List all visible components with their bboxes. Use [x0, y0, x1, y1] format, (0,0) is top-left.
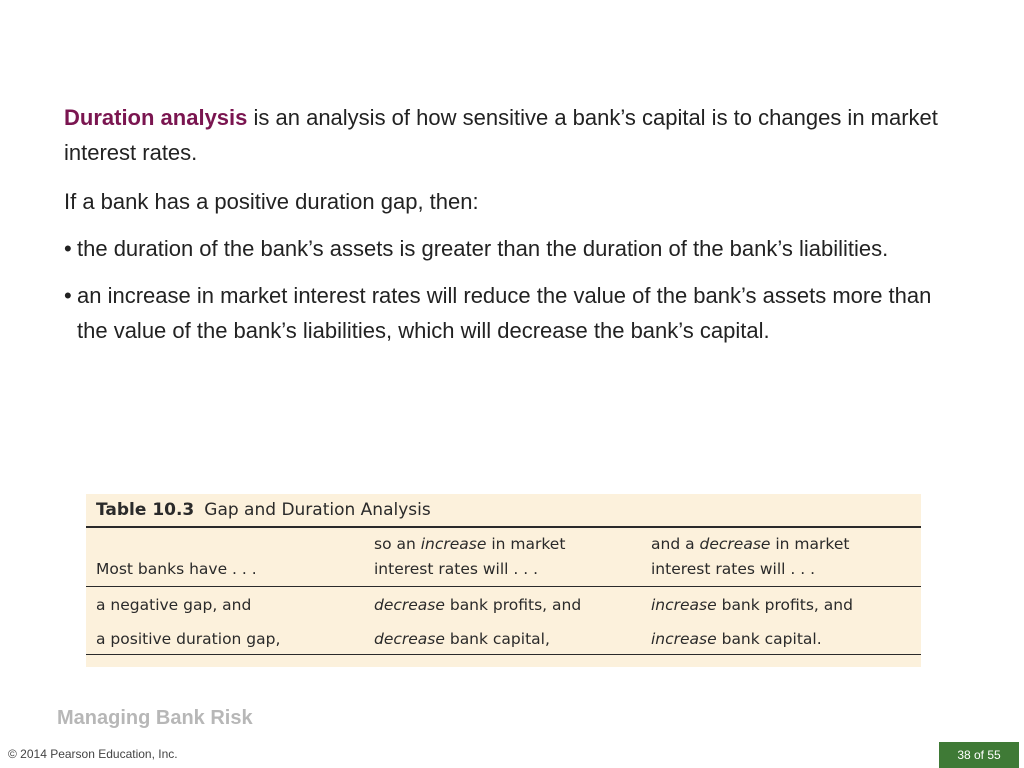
bullet-text: an increase in market interest rates will reduce the value of the bank’s assets more than the value of the bank’s liabilities, which will decrease the bank’s capital.: [77, 283, 932, 343]
intro-paragraph: [64, 100, 964, 170]
column-header-decrease: [651, 532, 849, 556]
table-caption: [96, 498, 431, 522]
cell-emphasis: increase: [651, 596, 717, 614]
header-text: in market: [486, 535, 566, 553]
table-cell: a positive duration gap,: [96, 630, 281, 648]
table-number: Table 10.3: [96, 500, 195, 520]
cell-emphasis: increase: [651, 630, 717, 648]
table-header-rule: [86, 586, 921, 587]
column-header-increase: [374, 532, 565, 556]
condition-text: If a bank has a positive duration gap, then:: [64, 189, 479, 214]
header-emphasis: decrease: [699, 535, 771, 553]
cell-emphasis: decrease: [374, 630, 445, 648]
definition-text: is an analysis of how sensitive a bank’s capital is to changes in market interest rates.: [64, 105, 938, 165]
key-term: Duration analysis: [64, 105, 248, 130]
bullet-marker: •: [64, 236, 72, 261]
column-header-banks: Most banks have . . .: [96, 560, 257, 578]
table-bottom-rule: [86, 654, 921, 655]
table-cell: a negative gap, and: [96, 596, 252, 614]
table-title: Gap and Duration Analysis: [204, 500, 431, 520]
bullet-item: [64, 231, 964, 266]
table-cell: [651, 593, 853, 617]
header-text: and a: [651, 535, 700, 553]
page-number-badge: [939, 742, 1019, 768]
slide-body: [64, 100, 964, 348]
cell-emphasis: decrease: [374, 596, 445, 614]
footer-chapter-title: Managing Bank Risk: [57, 707, 253, 729]
copyright-notice: © 2014 Pearson Education, Inc.: [8, 747, 178, 761]
page-number: 38 of 55: [957, 748, 1001, 762]
table-cell: [374, 593, 581, 617]
column-header-increase-line2: interest rates will . . .: [374, 560, 539, 578]
column-header-decrease-line2: interest rates will . . .: [651, 560, 816, 578]
bullet-marker: •: [64, 283, 72, 308]
cell-text: bank profits, and: [716, 596, 853, 614]
header-text: so an: [374, 535, 421, 553]
cell-text: bank capital,: [444, 630, 550, 648]
table-cell: [374, 627, 550, 651]
table-cell: [651, 627, 822, 651]
table-top-rule: [86, 526, 921, 528]
cell-text: bank profits, and: [444, 596, 582, 614]
gap-duration-table: [86, 494, 921, 667]
bullet-text: the duration of the bank’s assets is greater than the duration of the bank’s liabilities.: [77, 236, 889, 261]
header-text: in market: [770, 535, 850, 553]
cell-text: bank capital.: [716, 630, 822, 648]
header-emphasis: increase: [420, 535, 487, 553]
bullet-item: [64, 278, 964, 348]
